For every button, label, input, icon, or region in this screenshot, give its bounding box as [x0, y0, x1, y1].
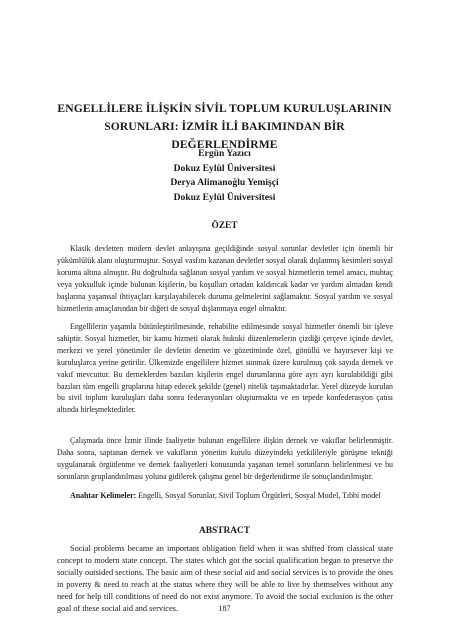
author-block: [60, 147, 389, 205]
author-affiliation: Dokuz Eylül Üniversitesi: [173, 191, 276, 203]
author-name: Ergün Yazıcı: [198, 148, 251, 159]
ozet-heading: ÖZET: [211, 221, 238, 231]
ozet-paragraph-1: Klasik devletten modern devlet anlayışına geçildiğinde sosyal sorunlar devletler için önemli bir yükümlülük alanı oluşturmuştur. Sosyal vasfını kazanan devletler sosyal olarak dışlanmış kesimleri sosyal koruma altına almıştır. Bu doğrultuda sağlanan sosyal yardım ve sosyal hizmetlerin temel amacı, muhtaç veya yoksulluk içinde bulunan kişilerin, bu koşulları ortadan kaldırıcak kadar ve yardım almadan kendi başlarına yaşamsal ihtiyaçları karşılayabilecek duruma gelmelerini sağlamaktır. Sosyal yardım ve sosyal hizmetlerin amaçlarından bir diğeri de sosyal dışlanmaya engel olmaktır.: [57, 244, 393, 313]
keywords-label: Anahtar Kelimeler:: [70, 491, 137, 500]
ozet-paragraph-2: Engellilerin yaşamla bütünleştirilmesinde, rehabilite edilmesinde sosyal hizmetler önemli bir işleve sahiptir. Sosyal hizmetler, bir kamu hizmeti olarak hukuki düzenlemelerin çizdiği çerçeve içinde devlet, merkezi ve yerel yönetimler ile devletin denetim ve gözetiminde özel, gönüllü ve hayırsever kişi ve kuruluşlarca yerine getirilir. Ülkemizde engellilere hizmet sunmak üzere kurulmuş çok sayıda dernek ve vakıf mevcuttur. Bu derneklerden bazıları kişilerin engel durumlarına göre ayrı ayrı kurulabildiği gibi bazıları tüm engelli gruplarına hitap edecek şekilde (genel) nitelik taşımaktadırlar. Yerel düzeyde kurulan bu sivil toplum kuruluşları daha sonra federasyonları oluşturmakta ve en tepede konfederasyon çatısı altında birleşmektedirler.: [57, 322, 393, 415]
keywords-text: Engelli, Sosyal Sorunlar, Sivil Toplum Örgütleri, Sosyal Model, Tıbbi model: [136, 491, 381, 500]
abstract-paragraph: Social problems became an important obligation field when it was shifted from classical state concept to modern state concept. The states which got the social qualification began to preserve the socially outsided sections. The basic aim of these social aid and social services is to provide the ones in poverty & need to reach at the status where they will be able to live by themselves without any need for help till conditions of need do not exist anymore. To avoid the social exclusion is the other goal of these social aid and services.: [57, 544, 393, 613]
author-affiliation: Dokuz Eylül Üniversitesi: [173, 162, 276, 174]
page-number: 187: [218, 604, 231, 613]
paper-title-line-1: ENGELLİLERE İLİŞKİN SİVİL TOPLUM KURULUŞLARININ: [57, 102, 392, 115]
ozet-paragraph-3: Çalışmada önce İzmir ilinde faaliyette bulunan engellilere ilişkin dernek ve vakıflar belirlenmiştir. Daha sonra, saptanan dernek ve vakıfların yönetim kurulu düzeyindeki yetkilileriyle görüşme tekniği uygulanarak örgütlenme ve dernek faaliyetleri konusunda yaşanan temel sorunların belirlenmesi ve bu sorunların gruplandırılması yoluna gidilerek çalışma genel bir değerlendirme ile sonuçlandırılmıştır.: [57, 436, 393, 481]
paper-title-line-2: SORUNLARI: İZMİR İLİ BAKIMINDAN BİR DEĞERLENDİRME: [104, 120, 345, 151]
keywords: [57, 490, 393, 502]
paper-title: [50, 100, 399, 154]
author-name: Derya Alimanoğlu Yemişçi: [170, 177, 279, 188]
abstract-heading: ABSTRACT: [198, 526, 251, 536]
